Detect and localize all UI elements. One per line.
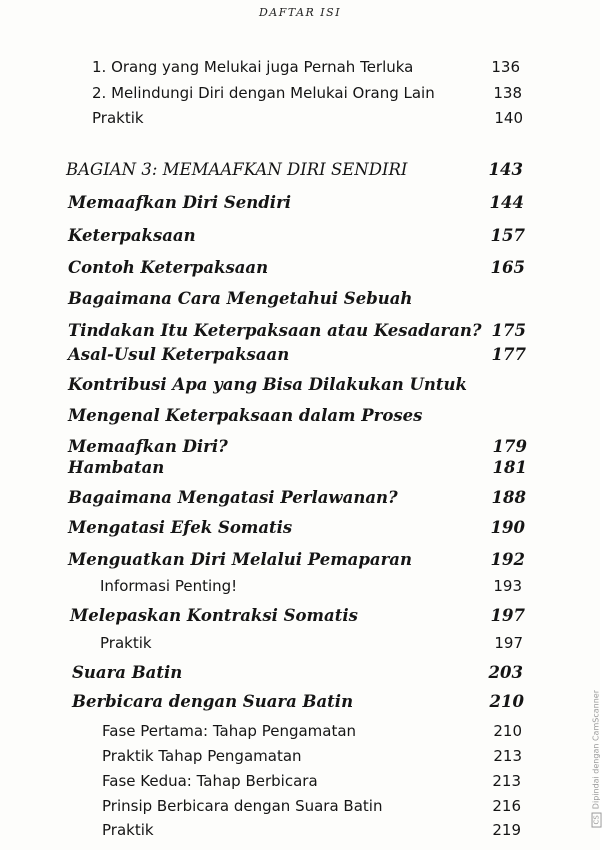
toc-entry-title: Praktik <box>100 634 152 652</box>
toc-entry-title: Suara Batin <box>72 663 183 682</box>
toc-entry-page-number: 203 <box>488 663 523 682</box>
camscanner-logo-icon: CS <box>592 812 602 827</box>
toc-entry-title: Kontribusi Apa yang Bisa Dilakukan Untuk <box>68 375 467 394</box>
toc-entry-title: Menguatkan Diri Melalui Pemaparan <box>68 550 412 569</box>
toc-entry-title: Mengenal Keterpaksaan dalam Proses <box>68 406 423 425</box>
toc-entry <box>0 375 600 468</box>
toc-entry-title: Prinsip Berbicara dengan Suara Batin <box>102 797 383 815</box>
toc-entry-page-number: 188 <box>491 488 526 507</box>
toc-entry-title: Praktik Tahap Pengamatan <box>102 747 302 765</box>
toc-entry <box>0 226 600 250</box>
toc-entry-title: BAGIAN 3: MEMAAFKAN DIRI SENDIRI <box>66 160 408 179</box>
toc-entry <box>0 289 600 353</box>
toc-entry <box>0 606 600 630</box>
page-header: DAFTAR ISI <box>258 6 342 19</box>
toc-entry-page-number: 213 <box>492 772 521 790</box>
toc-entry <box>0 345 600 369</box>
toc-entry <box>0 821 600 845</box>
watermark-text: Dipindai dengan CamScanner <box>592 690 601 810</box>
toc-entry-title: Berbicara dengan Suara Batin <box>72 692 354 711</box>
toc-entry-title: Fase Pertama: Tahap Pengamatan <box>102 722 357 740</box>
scanner-watermark <box>592 690 602 828</box>
toc-entry-title: Praktik <box>102 821 154 839</box>
toc-entry-title: Memaafkan Diri Sendiri <box>68 193 292 212</box>
toc-entry <box>0 488 600 512</box>
toc-entry <box>0 258 600 282</box>
toc-entry-title: Mengatasi Efek Somatis <box>68 518 293 537</box>
toc-entry-title: Contoh Keterpaksaan <box>68 258 269 277</box>
toc-entry <box>0 193 600 217</box>
toc-entry <box>0 747 600 771</box>
toc-entry-title: Bagaimana Cara Mengetahui Sebuah <box>68 289 413 308</box>
toc-entry-page-number: 190 <box>490 518 525 537</box>
toc-entry-title: Fase Kedua: Tahap Berbicara <box>102 772 318 790</box>
toc-entry-title: Melepaskan Kontraksi Somatis <box>70 606 358 625</box>
toc-entry <box>0 577 600 601</box>
toc-entry <box>0 722 600 746</box>
toc-entry <box>0 634 600 658</box>
toc-entry-page-number: 175 <box>491 321 526 340</box>
toc-entry <box>0 550 600 574</box>
toc-entry-page-number: 219 <box>492 821 521 839</box>
toc-entry <box>0 663 600 687</box>
toc-entry <box>0 58 600 82</box>
toc-entry-title: Informasi Penting! <box>100 577 238 595</box>
toc-entry <box>0 109 600 133</box>
toc-entry-page-number: 165 <box>490 258 525 277</box>
toc-entry-page-number: 197 <box>494 634 523 652</box>
toc-entry <box>0 518 600 542</box>
toc-entry-title: Praktik <box>92 109 144 127</box>
toc-entry-page-number: 213 <box>493 747 522 765</box>
toc-entry-title: Keterpaksaan <box>68 226 196 245</box>
toc-entry <box>0 160 600 184</box>
toc-entry-page-number: 140 <box>494 109 523 127</box>
toc-entry-page-number: 144 <box>489 193 524 212</box>
toc-entry-page-number: 193 <box>493 577 522 595</box>
toc-entry-page-number: 177 <box>491 345 526 364</box>
toc-entry-title: Tindakan Itu Keterpaksaan atau Kesadaran? <box>68 321 482 340</box>
toc-entry <box>0 458 600 482</box>
toc-entry-page-number: 136 <box>491 58 520 76</box>
toc-entry <box>0 692 600 716</box>
toc-entry-page-number: 197 <box>490 606 525 625</box>
toc-entry-page-number: 192 <box>490 550 525 569</box>
toc-entry-page-number: 216 <box>492 797 521 815</box>
toc-entry-title: 1. Orang yang Melukai juga Pernah Terluka <box>92 58 414 76</box>
toc-entry-page-number: 157 <box>490 226 525 245</box>
toc-entry-title: Asal-Usul Keterpaksaan <box>68 345 290 364</box>
toc-entry <box>0 772 600 796</box>
toc-entry <box>0 84 600 108</box>
toc-entry-page-number: 143 <box>488 160 523 179</box>
toc-entry-page-number: 181 <box>492 458 527 477</box>
toc-entry-page-number: 210 <box>489 692 524 711</box>
toc-entry-page-number: 138 <box>493 84 522 102</box>
toc-entry-page-number: 179 <box>492 437 527 456</box>
toc-entry-page-number: 210 <box>493 722 522 740</box>
toc-entry-title: Hambatan <box>68 458 165 477</box>
toc-entry-title: Bagaimana Mengatasi Perlawanan? <box>68 488 398 507</box>
toc-entry-title: Memaafkan Diri? <box>68 437 228 456</box>
toc-entry <box>0 797 600 821</box>
toc-entry-title: 2. Melindungi Diri dengan Melukai Orang Lain <box>92 84 435 102</box>
